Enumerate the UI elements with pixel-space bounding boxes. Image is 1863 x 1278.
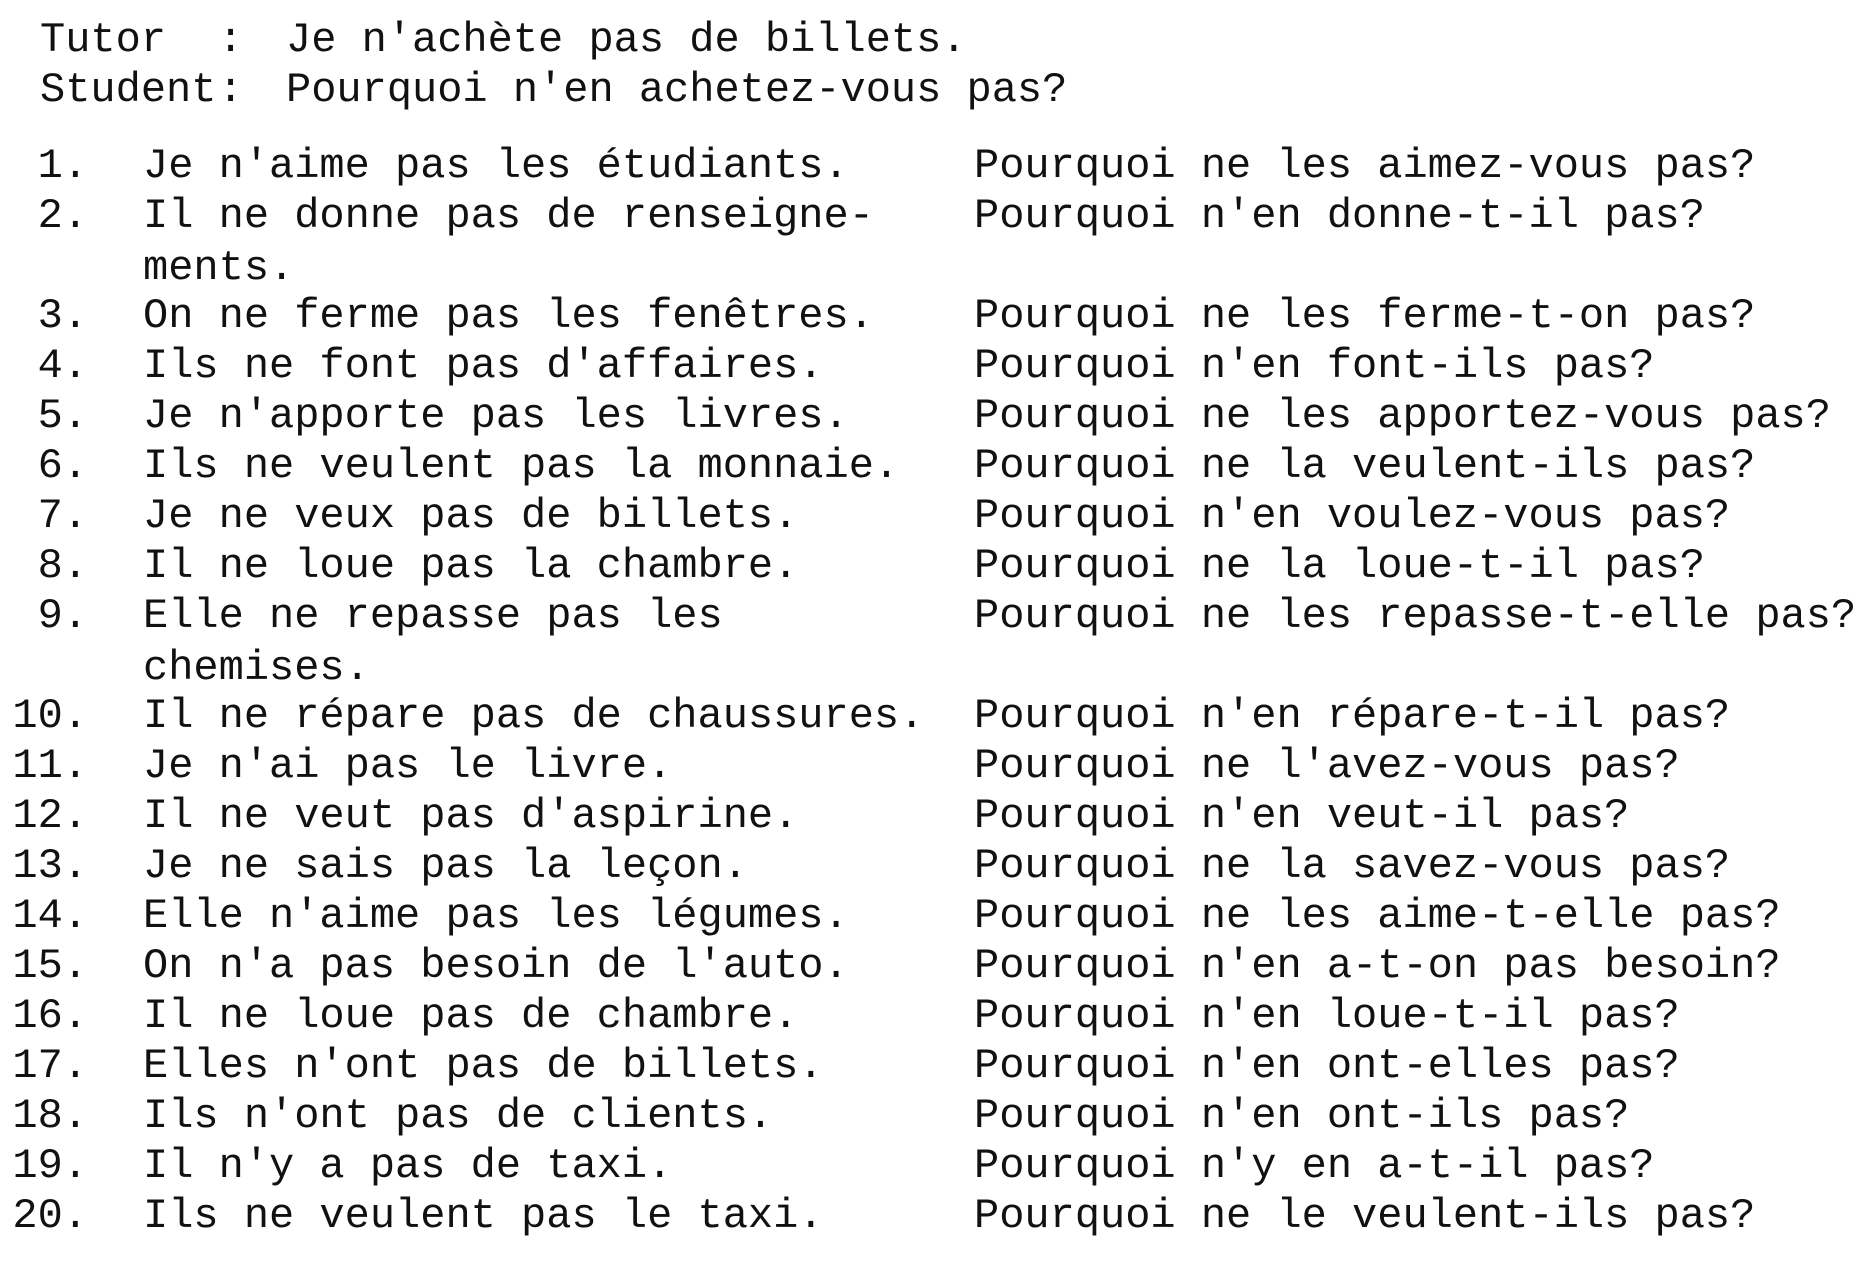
item-number: 11.	[12, 742, 88, 790]
statement-line: On n'a pas besoin de l'auto.	[143, 942, 849, 990]
item-statement	[143, 1040, 824, 1092]
item-response: Pourquoi ne les repasse-t-elle pas?	[974, 592, 1857, 640]
item-response: Pourquoi n'en donne-t-il pas?	[974, 192, 1705, 240]
item-response: Pourquoi ne les aimez-vous pas?	[974, 142, 1756, 190]
item-response: Pourquoi n'en a-t-on pas besoin?	[974, 942, 1781, 990]
item-number: 12.	[12, 792, 88, 840]
statement-line: Il ne donne pas de renseigne-	[143, 192, 874, 240]
item-statement	[143, 490, 798, 542]
tutor-label: Tutor	[40, 16, 167, 64]
item-statement	[143, 990, 798, 1042]
item-response: Pourquoi ne l'avez-vous pas?	[974, 742, 1680, 790]
statement-line: Elle n'aime pas les légumes.	[143, 892, 849, 940]
item-number: 9.	[37, 592, 88, 640]
student-label: Student	[40, 66, 217, 114]
statement-line: Je ne sais pas la leçon.	[143, 842, 748, 890]
statement-line: Ils ne veulent pas le taxi.	[143, 1192, 824, 1240]
statement-line: Elle ne repasse pas les	[143, 592, 723, 640]
item-response: Pourquoi n'en ont-ils pas?	[974, 1092, 1630, 1140]
item-statement	[143, 740, 672, 792]
item-response: Pourquoi n'en ont-elles pas?	[974, 1042, 1680, 1090]
student-text: Pourquoi n'en achetez-vous pas?	[286, 66, 1068, 114]
statement-line: Je n'apporte pas les livres.	[143, 392, 849, 440]
statement-line: Je n'aime pas les étudiants.	[143, 142, 849, 190]
item-response: Pourquoi n'en loue-t-il pas?	[974, 992, 1680, 1040]
item-response: Pourquoi ne les apportez-vous pas?	[974, 392, 1831, 440]
statement-line: chemises.	[143, 644, 370, 692]
item-number: 5.	[37, 392, 88, 440]
item-number: 1.	[37, 142, 88, 190]
tutor-text: Je n'achète pas de billets.	[286, 16, 967, 64]
item-number: 17.	[12, 1042, 88, 1090]
statement-line: Il ne répare pas de chaussures.	[143, 692, 925, 740]
item-statement	[143, 290, 874, 342]
item-statement	[143, 690, 924, 742]
statement-line: Il ne veut pas d'aspirine.	[143, 792, 799, 840]
item-statement	[143, 340, 824, 392]
item-statement	[143, 840, 748, 892]
item-number: 2.	[37, 192, 88, 240]
item-number: 20.	[12, 1192, 88, 1240]
item-statement	[143, 440, 899, 492]
item-number: 15.	[12, 942, 88, 990]
item-number: 13.	[12, 842, 88, 890]
item-number: 4.	[37, 342, 88, 390]
item-number: 3.	[37, 292, 88, 340]
statement-line: Ils n'ont pas de clients.	[143, 1092, 774, 1140]
item-response: Pourquoi n'en font-ils pas?	[974, 342, 1655, 390]
item-number: 10.	[12, 692, 88, 740]
item-number: 7.	[37, 492, 88, 540]
statement-line: Il n'y a pas de taxi.	[143, 1142, 673, 1190]
item-response: Pourquoi ne les ferme-t-on pas?	[974, 292, 1756, 340]
item-statement	[143, 140, 849, 192]
item-statement	[143, 1190, 824, 1242]
item-response: Pourquoi n'y en a-t-il pas?	[974, 1142, 1655, 1190]
item-response: Pourquoi n'en veut-il pas?	[974, 792, 1630, 840]
item-response: Pourquoi ne les aime-t-elle pas?	[974, 892, 1781, 940]
item-statement	[143, 890, 849, 942]
tutor-colon: :	[218, 16, 244, 64]
item-response: Pourquoi ne le veulent-ils pas?	[974, 1192, 1756, 1240]
item-response: Pourquoi ne la loue-t-il pas?	[974, 542, 1705, 590]
item-statement	[143, 190, 874, 294]
statement-line: Elles n'ont pas de billets.	[143, 1042, 824, 1090]
item-response: Pourquoi ne la savez-vous pas?	[974, 842, 1731, 890]
item-number: 18.	[12, 1092, 88, 1140]
statement-line: Il ne loue pas la chambre.	[143, 542, 799, 590]
item-number: 6.	[37, 442, 88, 490]
item-number: 8.	[37, 542, 88, 590]
item-statement	[143, 1140, 672, 1192]
item-number: 16.	[12, 992, 88, 1040]
student-colon: :	[218, 66, 244, 114]
statement-line: Je n'ai pas le livre.	[143, 742, 673, 790]
item-number: 19.	[12, 1142, 88, 1190]
statement-line: On ne ferme pas les fenêtres.	[143, 292, 874, 340]
item-statement	[143, 1090, 773, 1142]
item-number: 14.	[12, 892, 88, 940]
statement-line: Ils ne font pas d'affaires.	[143, 342, 824, 390]
item-statement	[143, 790, 798, 842]
item-response: Pourquoi ne la veulent-ils pas?	[974, 442, 1756, 490]
item-response: Pourquoi n'en répare-t-il pas?	[974, 692, 1731, 740]
item-statement	[143, 590, 723, 694]
statement-line: Je ne veux pas de billets.	[143, 492, 799, 540]
statement-line: Ils ne veulent pas la monnaie.	[143, 442, 900, 490]
item-statement	[143, 940, 849, 992]
item-response: Pourquoi n'en voulez-vous pas?	[974, 492, 1731, 540]
statement-line: Il ne loue pas de chambre.	[143, 992, 799, 1040]
item-statement	[143, 390, 849, 442]
statement-line: ments.	[143, 244, 295, 292]
item-statement	[143, 540, 798, 592]
